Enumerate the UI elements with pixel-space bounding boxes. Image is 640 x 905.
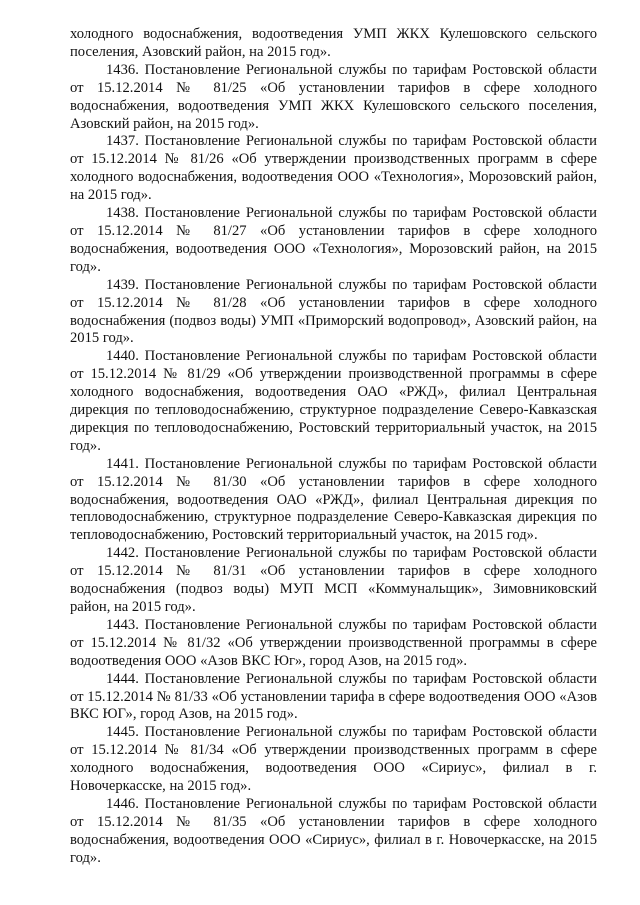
entry-1439: 1439. Постановление Региональной службы по тарифам Ростовской области от 15.12.2014 № 81/28 «Об установлении тарифов в сфере холодного водоснабжения (подвоз воды) УМП «Приморский водопровод», Азовский район, на 2015 год».	[70, 276, 597, 347]
entry-1437: 1437. Постановление Региональной службы по тарифам Ростовской области от 15.12.2014 № 81/26 «Об утверждении производственных программ в сфере холодного водоснабжения, водоотведения ООО «Технология», Морозовский район, на 2015 год».	[70, 133, 597, 204]
entry-1438: 1438. Постановление Региональной службы по тарифам Ростовской области от 15.12.2014 № 81/27 «Об установлении тарифов в сфере холодного водоснабжения, водоотведения ООО «Технология», Морозовский район, на 2015 год».	[70, 205, 597, 275]
entry-1446: 1446. Постановление Региональной службы по тарифам Ростовской области от 15.12.2014 № 81/35 «Об установлении тарифов в сфере холодного водоснабжения, водоотведения ООО «Сириус», филиал в г. Новочеркасске, на 2015 год».	[70, 795, 597, 866]
entry-1436: 1436. Постановление Региональной службы по тарифам Ростовской области от 15.12.2014 № 81/25 «Об установлении тарифов в сфере холодного водоснабжения, водоотведения УМП ЖКХ Кулешовского сельского поселения, Азовский район, на 2015 год».	[70, 61, 597, 132]
entry-1444: 1444. Постановление Региональной службы по тарифам Ростовской области от 15.12.2014 № 81/33 «Об установлении тарифа в сфере водоотведения ООО «Азов ВКС ЮГ», город Азов, на 2015 год».	[70, 670, 597, 723]
entry-1442: 1442. Постановление Региональной службы по тарифам Ростовской области от 15.12.2014 № 81/31 «Об установлении тарифов в сфере холодного водоснабжения (подвоз воды) МУП МСП «Коммунальщик», Зимовниковский район, на 2015 год».	[70, 545, 597, 615]
document-page	[70, 26, 597, 868]
entry-1445: 1445. Постановление Региональной службы по тарифам Ростовской области от 15.12.2014 № 81/34 «Об утверждении производственных программ в сфере холодного водоснабжения, водоотведения ООО «Сириус», филиал в г. Новочеркасске, на 2015 год».	[70, 724, 597, 795]
continuation-paragraph: холодного водоснабжения, водоотведения УМП ЖКХ Кулешовского сельского поселения, Азовский район, на 2015 год».	[70, 26, 597, 60]
entry-1443: 1443. Постановление Региональной службы по тарифам Ростовской области от 15.12.2014 № 81/32 «Об утверждении производственной программы в сфере водоотведения ООО «Азов ВКС Юг», город Азов, на 2015 год».	[70, 616, 597, 669]
entry-1441: 1441. Постановление Региональной службы по тарифам Ростовской области от 15.12.2014 № 81/30 «Об установлении тарифов в сфере холодного водоснабжения, водоотведения ОАО «РЖД», филиал Центральная дирекция по тепловодоснабжению, структурное подразделение Северо-Кавказская дирекция по тепловодоснабжению, Ростовский территориальный участок, на 2015 год».	[70, 455, 597, 544]
entry-1440: 1440. Постановление Региональной службы по тарифам Ростовской области от 15.12.2014 № 81/29 «Об утверждении производственной программы в сфере холодного водоснабжения, водоотведения ОАО «РЖД», филиал Центральная дирекция по тепловодоснабжению, структурное подразделение Северо-Кавказская дирекция по тепловодоснабжению, Ростовский территориальный участок, на 2015 год».	[70, 348, 597, 454]
